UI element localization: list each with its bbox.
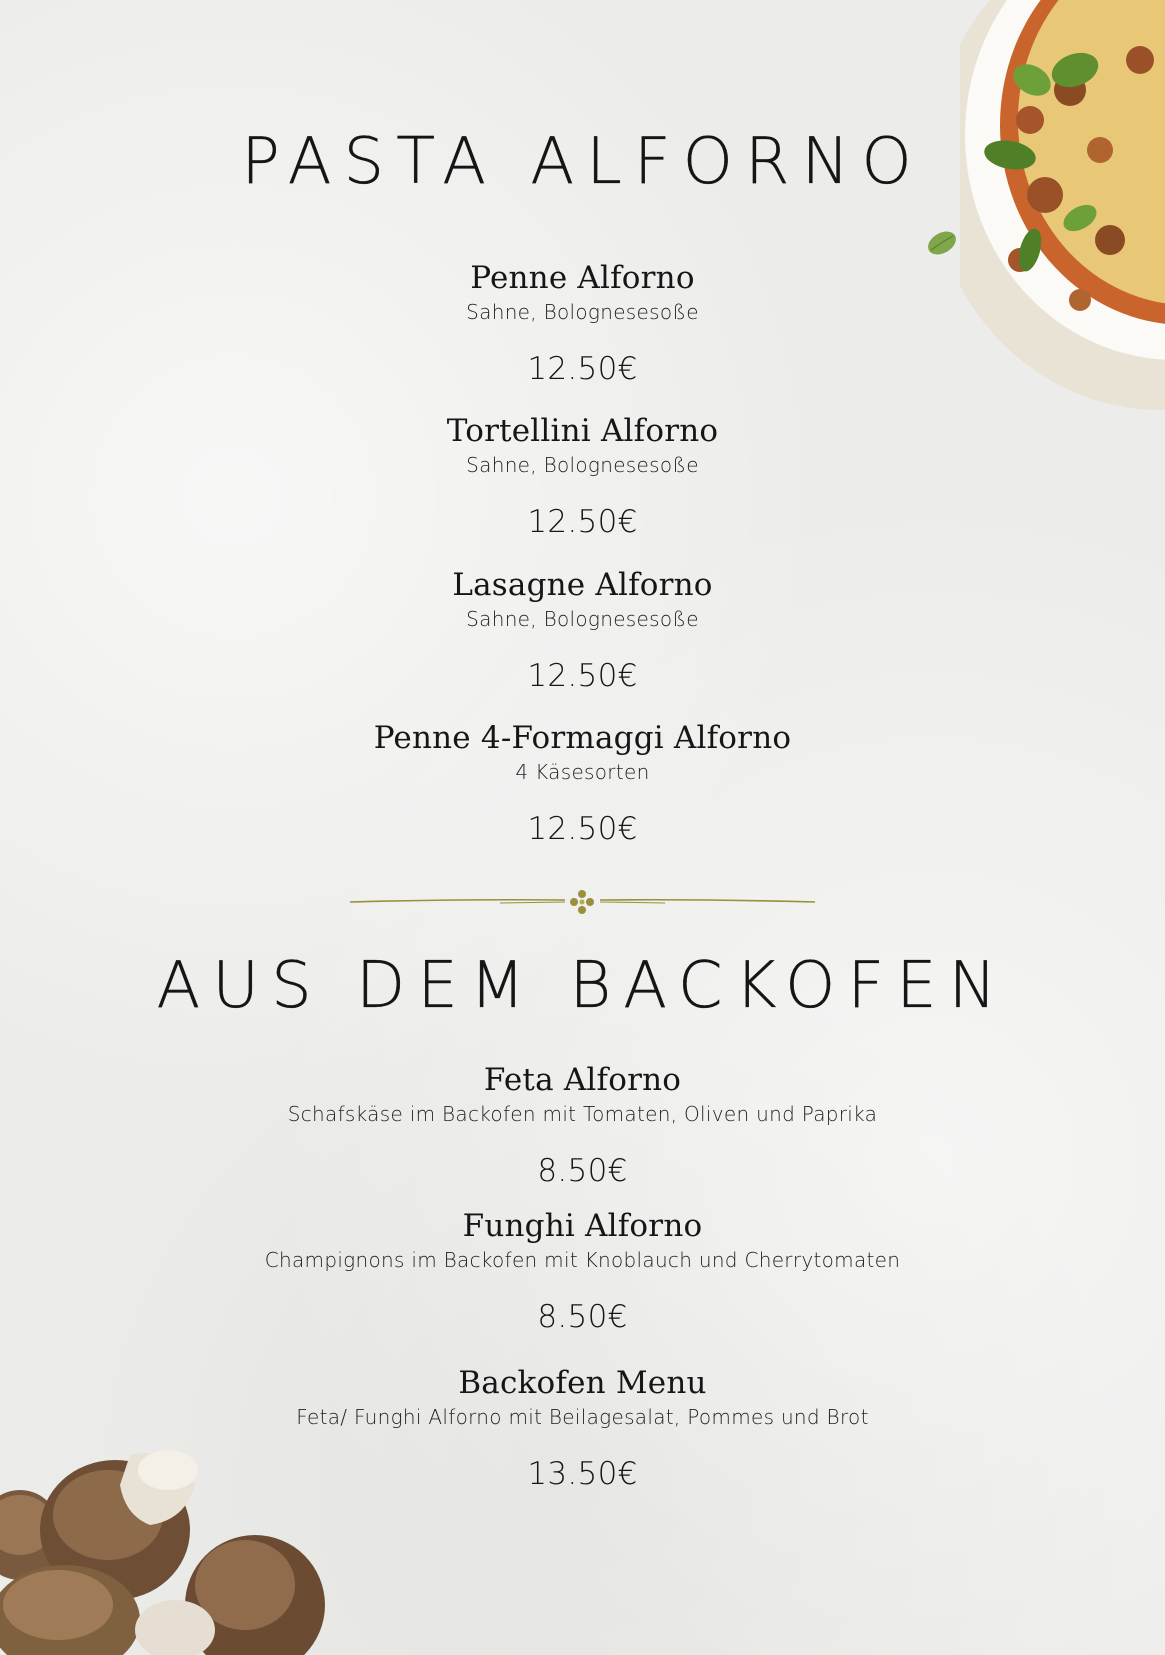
item-name: Penne 4-Formaggi Alforno bbox=[373, 720, 792, 756]
mushrooms-image bbox=[0, 1445, 330, 1655]
basil-leaf-icon bbox=[925, 228, 959, 258]
menu-item bbox=[0, 719, 1165, 849]
section-title-aus-dem-backofen: AUS DEM BACKOFEN bbox=[156, 949, 1009, 1023]
item-description: 4 Käsesorten bbox=[515, 760, 650, 784]
ornamental-divider-icon bbox=[350, 887, 815, 917]
item-description: Sahne, Bolognesesoße bbox=[466, 607, 699, 631]
section-title-pasta-alforno: PASTA ALFORNO bbox=[241, 125, 924, 199]
item-price: 12.50€ bbox=[527, 351, 638, 387]
item-name: Lasagne Alforno bbox=[452, 567, 713, 603]
item-description: Champignons im Backofen mit Knoblauch und Cherrytomaten bbox=[264, 1248, 901, 1272]
item-name: Funghi Alforno bbox=[462, 1208, 703, 1244]
menu-item bbox=[0, 1061, 1165, 1191]
item-price: 12.50€ bbox=[527, 811, 638, 847]
item-price: 13.50€ bbox=[527, 1456, 638, 1492]
menu-item bbox=[0, 566, 1165, 696]
item-description: Sahne, Bolognesesoße bbox=[466, 300, 699, 324]
menu-item bbox=[0, 1207, 1165, 1337]
menu-item bbox=[0, 259, 1165, 389]
item-description: Feta/ Funghi Alforno mit Beilagesalat, Pommes und Brot bbox=[296, 1405, 869, 1429]
item-name: Penne Alforno bbox=[470, 260, 695, 296]
item-price: 8.50€ bbox=[537, 1153, 628, 1189]
item-price: 12.50€ bbox=[527, 504, 638, 540]
item-description: Schafskäse im Backofen mit Tomaten, Oliven und Paprika bbox=[287, 1102, 878, 1126]
menu-item bbox=[0, 412, 1165, 542]
item-price: 8.50€ bbox=[537, 1299, 628, 1335]
item-description: Sahne, Bolognesesoße bbox=[466, 453, 699, 477]
item-name: Feta Alforno bbox=[483, 1062, 682, 1098]
item-name: Backofen Menu bbox=[458, 1365, 707, 1401]
item-price: 12.50€ bbox=[527, 658, 638, 694]
item-name: Tortellini Alforno bbox=[446, 413, 719, 449]
